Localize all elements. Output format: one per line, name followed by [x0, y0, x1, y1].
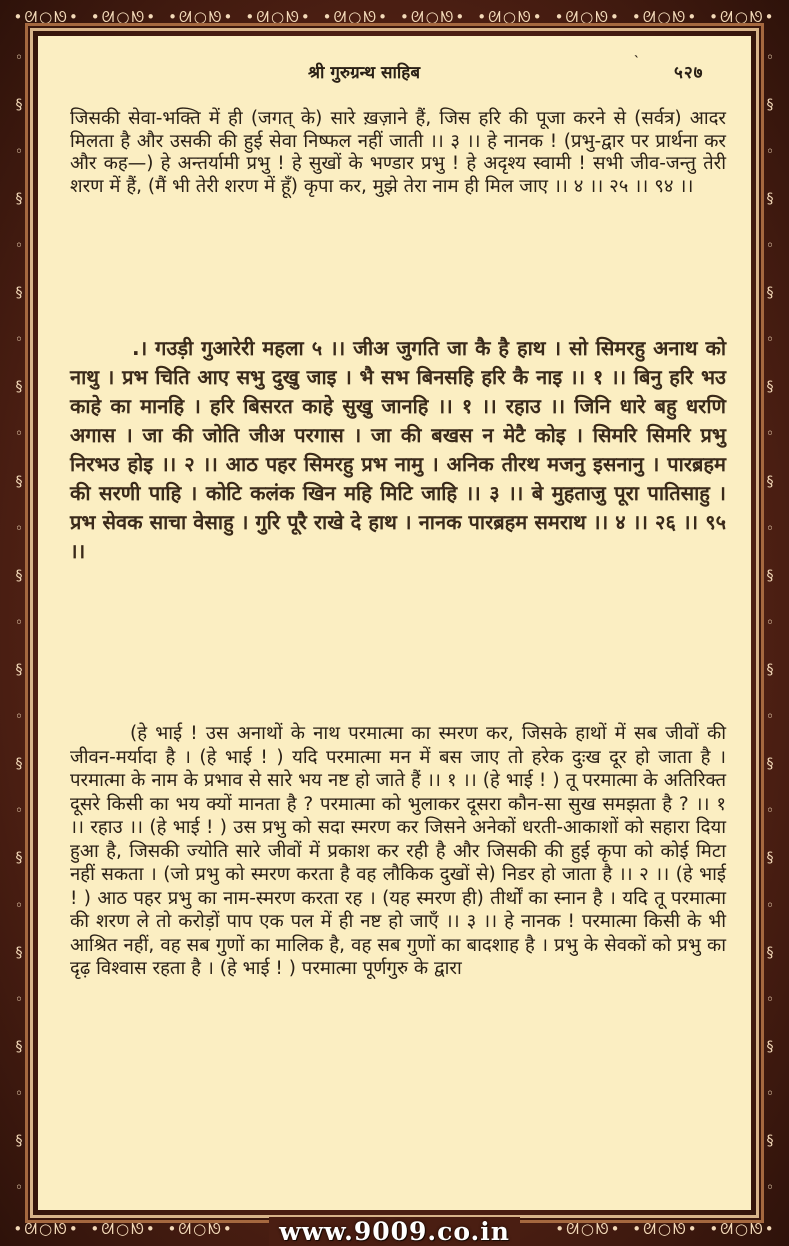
- page-number: ५२७: [674, 63, 704, 83]
- gurbani-text: .। गउड़ी गुआरेरी महला ५ ।। जीअ जुगति जा कै है हाथ । सो सिमरहु अनाथ को नाथु । प्रभ चिति आए सभु दुखु जाइ । भै सभ बिनसहि हरि कै नाइ ।। १ ।। बिनु हरि भउ काहे का मानहि । हरि बिसरत काहे सुखु जानहि ।। १ ।। रहाउ ।। जिनि धारे बहु धरणि अगास । जा की जोति जीअ परगास । जा की बखस न मेटै कोइ । सिमरि सिमरि प्रभु निरभउ होइ ।। २ ।। आठ पहर सिमरहु प्रभ नामु । अनिक तीरथ मजनु इसनानु । पारब्रहम की सरणी पाहि । कोटि कलंक खिन महि मिटि जाहि ।। ३ ।। बे मुहताजु पूरा पातिसाहु । प्रभ सेवक साचा वेसाहु । गुरि पूरै राखे दे हाथ । नानक पारब्रहम समराथ ।। ४ ।। २६ ।। ९५ ।।: [70, 336, 726, 563]
- bottom-ornament-border: •ᘛ○ᘚ• •ᘛ○ᘚ• •ᘛ○ᘚ• •ᘛ○ᘚ• •ᘛ○ᘚ• •ᘛ○ᘚ•: [13, 1220, 776, 1238]
- header-mark: `: [634, 54, 640, 68]
- footer-bar: [0, 1216, 789, 1246]
- top-ornament-border: •ᘛ○ᘚ• •ᘛ○ᘚ• •ᘛ○ᘚ• •ᘛ○ᘚ• •ᘛ○ᘚ• •ᘛ○ᘚ• •ᘛ○ᘚ• •ᘛ○ᘚ• •ᘛ○ᘚ• •ᘛ○ᘚ•: [13, 8, 776, 26]
- website-link[interactable]: www.9009.co.in: [269, 1217, 520, 1246]
- translation-paragraph-top: [70, 108, 726, 198]
- right-ornament-border: ◦ § ◦ § ◦ § ◦ § ◦ § ◦ § ◦ § ◦ § ◦ § ◦ § ◦ § ◦ § ◦: [765, 49, 775, 1197]
- translation-bottom-text: (हे भाई ! उस अनाथों के नाथ परमात्मा का स्मरण कर, जिसके हाथों में सब जीवों की जीवन-मर्यादा है । (हे भाई ! ) यदि परमात्मा मन में बस जाए तो हरेक दुःख दूर हो जाता है । परमात्मा के नाम के प्रभाव से सारे भय नष्ट हो जाते हैं ।। १ ।। (हे भाई ! ) तू परमात्मा के अतिरिक्त दूसरे किसी का भय क्यों मानता है ? परमात्मा को भुलाकर दूसरा कौन-सा सुख समझता है ? ।। १ ।। रहाउ ।। (हे भाई ! ) उस प्रभु को सदा स्मरण कर जिसने अनेकों धरती-आकाशों को सहारा दिया हुआ है, जिसकी ज्योति सारे जीवों में प्रकाश कर रही है और जिसकी की हुई कृपा को कोई मिटा नहीं सकता । (जो प्रभु को स्मरण करता है वह लौकिक दुखों से) निडर हो जाता है ।। २ ।। (हे भाई ! ) आठ पहर प्रभु का नाम-स्मरण करता रह । (यह स्मरण ही) तीर्थों का स्नान है । यदि तू परमात्मा की शरण ले तो करोड़ों पाप एक पल में ही नष्ट हो जाएँ ।। ३ ।। हे नानक ! परमात्मा किसी के भी आश्रित नहीं, वह सब गुणों का मालिक है, वह सब गुणों का बादशाह है । प्रभु के सेवकों को प्रभु का दृढ़ विश्वास रहता है । (हे भाई ! ) परमात्मा पूर्णगुरु के द्वारा: [70, 723, 726, 979]
- page-header: [38, 54, 751, 84]
- gurbani-verse: [70, 334, 726, 566]
- left-ornament-border: ◦ § ◦ § ◦ § ◦ § ◦ § ◦ § ◦ § ◦ § ◦ § ◦ § ◦ § ◦ § ◦: [14, 49, 24, 1197]
- translation-top-text: जिसकी सेवा-भक्ति में ही (जगत् के) सारे ख़ज़ाने हैं, जिस हरि की पूजा करने से (सर्वत्र) आदर मिलता है और उसकी की हुई सेवा निष्फल नहीं जाती ।। ३ ।। हे नानक ! (प्रभु-द्वार पर प्रार्थना कर और कह—) हे अन्तर्यामी प्रभु ! हे सुखों के भण्डार प्रभु ! हे अदृश्य स्वामी ! सभी जीव-जन्तु तेरी शरण में हैं, (मैं भी तेरी शरण में हूँ) कृपा कर, मुझे तेरा नाम ही मिल जाए ।। ४ ।। २५ ।। ९४ ।।: [70, 108, 726, 197]
- page-title: श्री गुरुग्रन्थ साहिब: [308, 63, 421, 83]
- scripture-page: [38, 36, 751, 1210]
- translation-paragraph-bottom: [70, 722, 726, 981]
